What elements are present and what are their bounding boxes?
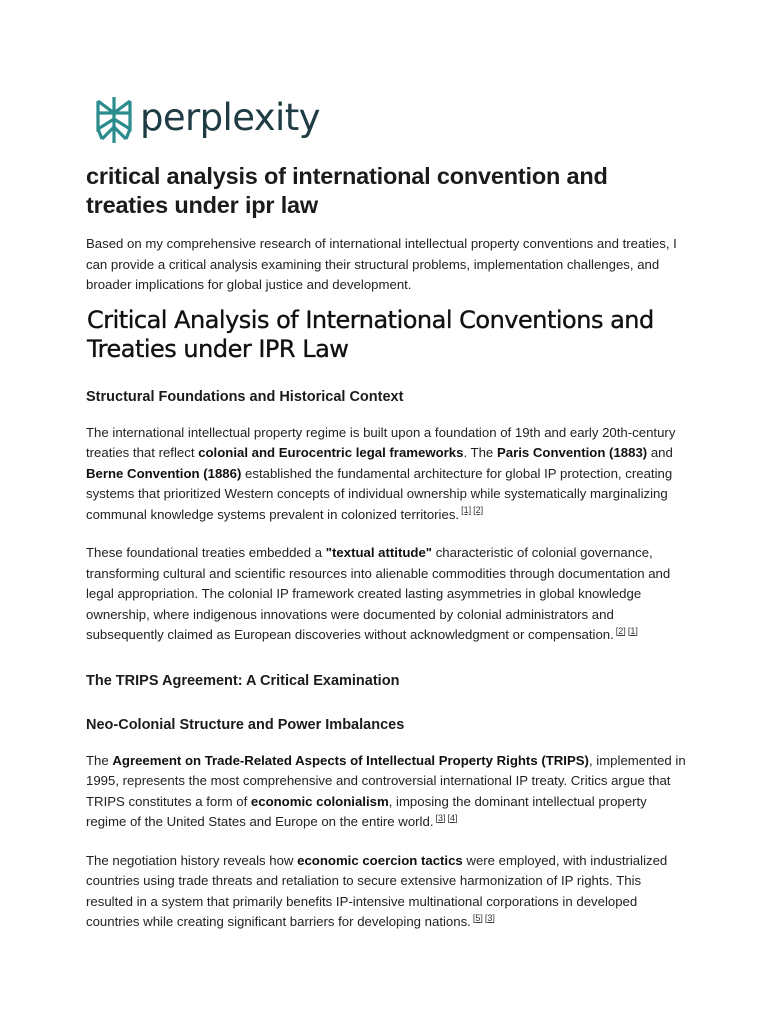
perplexity-logo-icon <box>94 95 134 145</box>
citation-link[interactable]: [5] <box>472 912 483 923</box>
bold-text: Paris Convention (1883) <box>496 445 648 460</box>
text-segment: characteristic of colonial governance, transforming cultural and scientific resources into alienable commodities through documentation and legal appropriation. The colonial IP framework created lasting asymmetries in global knowledge ownership, where indigenous innovations were documented by colonial administrators and subsequently claimed as European discoveries without acknowledgment or compensation. <box>86 545 671 642</box>
perplexity-logo <box>94 95 320 145</box>
article-title: Critical Analysis of International Conventions and Treaties under IPR Law <box>87 305 654 363</box>
text-segment: The negotiation history reveals how <box>86 852 298 868</box>
main-content <box>86 162 686 951</box>
citation-link[interactable]: [1] <box>461 505 472 516</box>
citation-link[interactable]: [3] <box>484 912 495 923</box>
perplexity-wordmark: perplexity <box>140 95 320 139</box>
subsection-heading-neo-colonial: Neo-Colonial Structure and Power Imbalances <box>86 716 405 733</box>
bold-text: Agreement on Trade-Related Aspects of Intellectual Property Rights (TRIPS) <box>112 752 589 768</box>
citation-link[interactable]: [4] <box>447 812 458 823</box>
citation-link[interactable]: [3] <box>435 812 446 823</box>
citation-link[interactable]: [2] <box>615 625 626 636</box>
bold-text: economic coercion tactics <box>297 852 463 868</box>
text-segment: The <box>86 752 113 768</box>
citation-link[interactable]: [1] <box>627 625 638 636</box>
intro-paragraph: Based on my comprehensive research of international intellectual property conventions and treaties, I can provide a critical analysis examining their structural problems, implementation challenges, and broader implications for global justice and development. <box>86 236 677 292</box>
text-segment: These foundational treaties embedded a <box>86 545 326 560</box>
text-segment: The international intellectual property regime is built upon a foundation of 19th and early 20th-century treaties that reflect <box>86 424 676 460</box>
text-segment: , implemented in 1995, represents the most comprehensive and controversial international IP treaty. Critics argue that TRIPS constitutes a form of <box>86 752 686 809</box>
text-segment: established the fundamental architecture for global IP protection, creating systems that prioritized Western concepts of individual ownership while systematically marginalizing communal knowledge systems prevalent in colonized territories. <box>86 465 673 522</box>
bold-text: Berne Convention (1886) <box>86 465 242 481</box>
paragraph-trips <box>86 751 686 833</box>
text-segment: , imposing the dominant intellectual property regime of the United States and Europe on the entire world. <box>86 793 647 829</box>
bold-text: colonial and Eurocentric legal frameworks <box>198 445 464 460</box>
query-title: critical analysis of international convention and treaties under ipr law <box>86 163 608 218</box>
paragraph-negotiation <box>86 851 686 933</box>
paragraph-foundations <box>86 423 686 526</box>
section-heading-trips: The TRIPS Agreement: A Critical Examination <box>86 672 400 689</box>
citation-link[interactable]: [2] <box>473 505 484 516</box>
bold-text: "textual attitude" <box>325 545 433 560</box>
text-segment: were employed, with industrialized countries using trade threats and retaliation to secure extensive harmonization of IP rights. This resulted in a system that primarily benefits IP-intensive multinational corporations in developed countries while creating significant barriers for developing nations. <box>86 852 668 929</box>
paragraph-textual-attitude <box>86 543 686 646</box>
text-segment: . The <box>463 445 497 460</box>
bold-text: economic colonialism <box>250 793 389 809</box>
section-heading-structural: Structural Foundations and Historical Context <box>86 388 404 405</box>
text-segment: and <box>647 445 673 460</box>
